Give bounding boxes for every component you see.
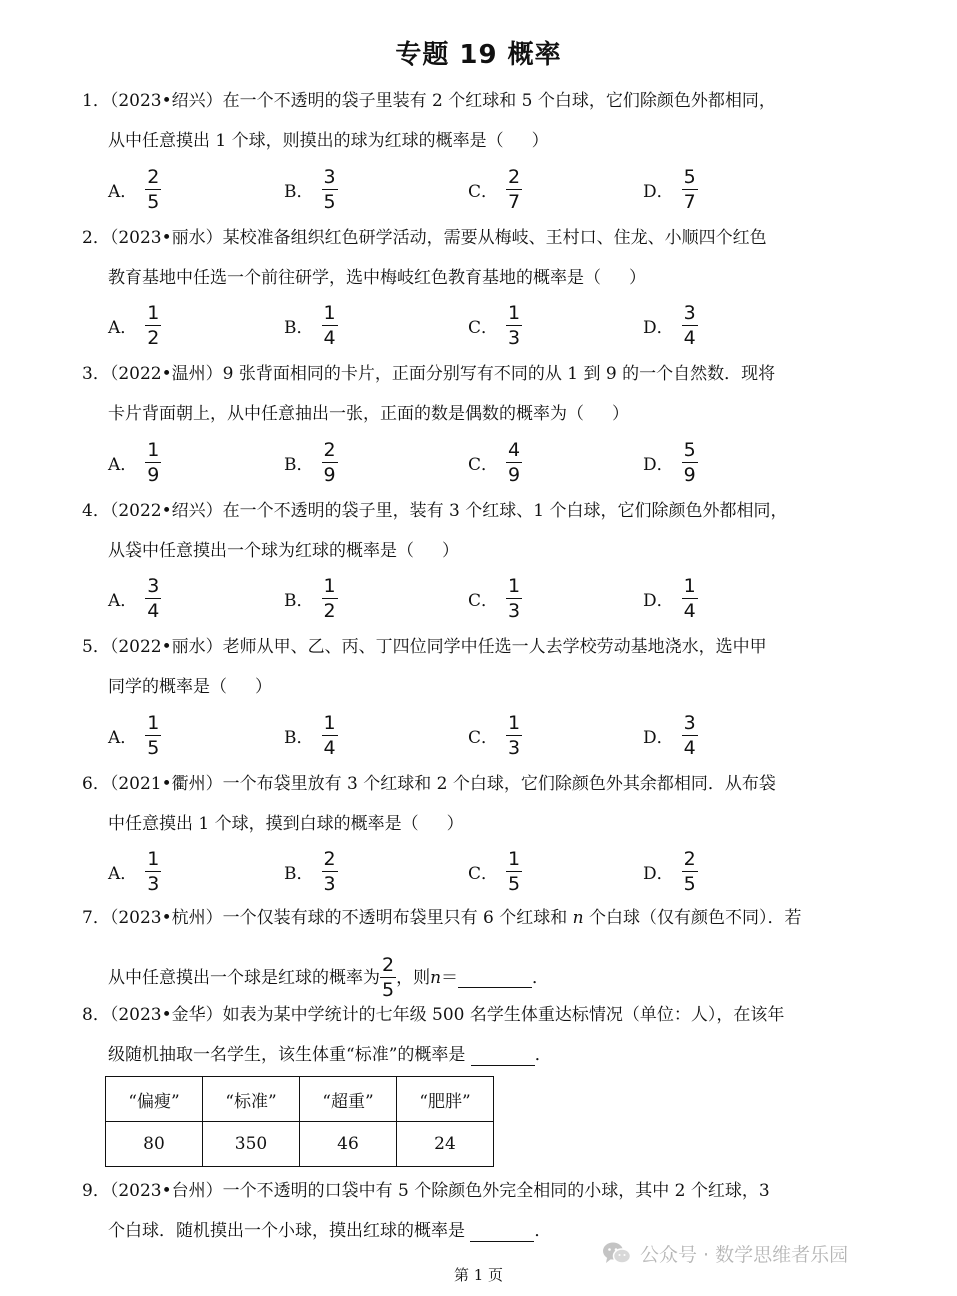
question-3-line-1: 3．（2022•温州）9 张背面相同的卡片，正面分别写有不同的从 1 到 9 的一个自然数．现将 xyxy=(82,364,776,384)
question-number: 2． xyxy=(82,227,110,248)
option-fraction xyxy=(682,167,698,212)
option-fraction xyxy=(506,713,522,758)
fraction-denominator: 4 xyxy=(683,327,696,349)
fraction-numerator: 1 xyxy=(147,848,160,870)
variable-n: n xyxy=(430,967,442,988)
table-header-cell: “偏瘦” xyxy=(106,1077,203,1122)
variable-n: n xyxy=(572,908,584,928)
question-7-line-1: 7．（2023•杭州）一个仅装有球的不透明布袋里只有 6 个红球和 n 个白球（仅有颜色不同）．若 xyxy=(82,908,802,928)
option-d[interactable] xyxy=(643,574,698,624)
fraction-numerator: 1 xyxy=(683,575,696,597)
option-d[interactable] xyxy=(643,164,698,214)
option-fraction xyxy=(145,576,161,621)
option-a[interactable] xyxy=(108,437,161,487)
option-label: A． xyxy=(108,318,138,338)
fraction-denominator: 7 xyxy=(683,190,696,213)
fraction-numerator: 1 xyxy=(147,438,160,461)
question-9-line-2: 个白球．随机摸出一个小球，摸出红球的概率是 ． xyxy=(108,1221,552,1241)
question-number: 8． xyxy=(82,1005,110,1025)
question-number: 3． xyxy=(82,364,110,384)
option-fraction xyxy=(322,167,338,212)
fraction-numerator: 1 xyxy=(147,302,160,324)
option-label: A． xyxy=(108,591,138,611)
fraction-numerator: 1 xyxy=(508,575,521,597)
option-label: D． xyxy=(643,727,674,748)
option-label: D． xyxy=(643,454,674,475)
option-label: A． xyxy=(108,181,138,202)
fraction-numerator: 3 xyxy=(683,711,696,734)
fraction-denominator: 5 xyxy=(508,873,521,895)
question-4-line-2: 从袋中任意摸出一个球为红球的概率是（ ） xyxy=(108,540,459,561)
option-label: B． xyxy=(284,181,314,202)
fraction-denominator: 2 xyxy=(147,327,160,349)
fraction-denominator: 7 xyxy=(508,190,521,213)
question-number: 5． xyxy=(82,637,110,657)
table-cell: 46 xyxy=(300,1122,397,1167)
fraction-numerator: 2 xyxy=(323,848,336,870)
question-8-line-1: 8．（2023•金华）如表为某中学统计的七年级 500 名学生体重达标情况（单位：人），在该年 xyxy=(82,1005,785,1025)
question-6-line-1: 6．（2021•衢州）一个布袋里放有 3 个红球和 2 个白球，它们除颜色外其余都相同．从布袋 xyxy=(82,773,776,794)
fraction-denominator: 4 xyxy=(323,327,336,349)
fraction-two-fifths: $\frac{2}{5}$ xyxy=(382,954,395,1001)
option-label: D． xyxy=(643,591,674,611)
fraction-numerator: 1 xyxy=(508,711,521,734)
fraction-numerator: 1 xyxy=(508,848,521,870)
fraction-denominator: 9 xyxy=(683,463,696,486)
option-c[interactable] xyxy=(468,301,522,351)
fraction-denominator: 4 xyxy=(147,600,160,622)
table-cell: 24 xyxy=(397,1122,494,1167)
option-d[interactable] xyxy=(643,301,698,351)
fraction-numerator: 2 xyxy=(683,848,696,870)
wechat-icon xyxy=(602,1241,632,1267)
question-number: 9． xyxy=(82,1181,110,1201)
option-label: B． xyxy=(284,454,314,475)
option-fraction xyxy=(322,440,338,485)
fraction-numerator: 5 xyxy=(683,438,696,461)
option-label: C． xyxy=(468,591,499,611)
question-6-line-2: 中任意摸出 1 个球，摸到白球的概率是（ ） xyxy=(108,813,464,834)
table-cell: 80 xyxy=(106,1122,203,1167)
fraction-numerator: 1 xyxy=(508,302,521,324)
option-label: C． xyxy=(468,864,499,884)
option-a[interactable] xyxy=(108,847,161,897)
question-7-line-2: 从中任意摸出一个球是红球的概率为 $\frac{2}{5}$ ，则 n ＝ ． xyxy=(108,954,550,1001)
table-header-row xyxy=(106,1077,494,1122)
question-5-line-2: 同学的概率是（ ） xyxy=(108,677,272,697)
option-fraction xyxy=(682,303,698,348)
option-d[interactable] xyxy=(643,847,698,897)
answer-blank[interactable] xyxy=(471,1045,535,1066)
option-fraction xyxy=(506,849,522,894)
option-b[interactable] xyxy=(284,710,338,760)
option-label: D． xyxy=(643,318,674,338)
watermark xyxy=(602,1240,848,1267)
question-number: 7． xyxy=(82,908,110,928)
fraction-denominator: 3 xyxy=(323,873,336,895)
fraction-denominator: 9 xyxy=(147,463,160,486)
fraction-denominator: 2 xyxy=(323,600,336,622)
option-d[interactable] xyxy=(643,710,698,760)
option-fraction xyxy=(322,576,338,621)
option-label: B． xyxy=(284,591,314,611)
answer-blank[interactable] xyxy=(458,967,532,988)
fraction-denominator: 5 xyxy=(323,190,336,213)
question-3-line-2: 卡片背面朝上，从中任意抽出一张，正面的数是偶数的概率为（ ） xyxy=(108,404,629,424)
fraction-denominator: 3 xyxy=(147,873,160,895)
option-fraction xyxy=(322,303,338,348)
option-b[interactable] xyxy=(284,847,338,897)
question-1-line-1: 1．（2023•绍兴）在一个不透明的袋子里装有 2 个红球和 5 个白球，它们除颜色外都相同， xyxy=(82,91,776,111)
option-b[interactable] xyxy=(284,164,338,214)
table-header-cell: “标准” xyxy=(203,1077,300,1122)
table-cell: 350 xyxy=(203,1122,300,1167)
fraction-denominator: 9 xyxy=(508,463,521,486)
option-fraction xyxy=(682,849,698,894)
option-b[interactable] xyxy=(284,437,338,487)
question-2-line-1: 2．（2023•丽水）某校准备组织红色研学活动，需要从梅岐、王村口、住龙、小顺四个红色 xyxy=(82,227,767,248)
table-header-cell: “超重” xyxy=(300,1077,397,1122)
fraction-numerator: 3 xyxy=(683,302,696,324)
fraction-numerator: 1 xyxy=(323,711,336,734)
option-label: B． xyxy=(284,864,314,884)
option-fraction xyxy=(682,713,698,758)
watermark-text: 公众号 · 数学思维者乐园 xyxy=(640,1244,849,1266)
question-number: 4． xyxy=(82,500,110,521)
question-1-line-2: 从中任意摸出 1 个球，则摸出的球为红球的概率是（ ） xyxy=(108,131,549,151)
table-row xyxy=(106,1122,494,1167)
option-c[interactable] xyxy=(468,437,522,487)
option-label: C． xyxy=(468,727,499,748)
option-label: D． xyxy=(643,864,674,884)
option-label: B． xyxy=(284,727,314,748)
option-fraction xyxy=(145,713,161,758)
option-fraction xyxy=(145,303,161,348)
option-c[interactable] xyxy=(468,710,522,760)
option-c[interactable] xyxy=(468,574,522,624)
option-a[interactable] xyxy=(108,301,161,351)
option-label: A． xyxy=(108,864,138,884)
question-9-line-1: 9．（2023•台州）一个不透明的口袋中有 5 个除颜色外完全相同的小球，其中 2 个红球，3 xyxy=(82,1181,770,1201)
fraction-numerator: 2 xyxy=(147,165,160,188)
option-label: A． xyxy=(108,454,138,475)
option-label: C． xyxy=(468,454,499,475)
table-header-cell: “肥胖” xyxy=(397,1077,494,1122)
option-label: A． xyxy=(108,727,138,748)
option-fraction xyxy=(322,713,338,758)
option-fraction xyxy=(145,167,161,212)
option-a[interactable] xyxy=(108,710,161,760)
fraction-denominator: 5 xyxy=(683,873,696,895)
option-fraction xyxy=(682,576,698,621)
answer-blank[interactable] xyxy=(470,1221,534,1242)
option-fraction xyxy=(506,303,522,348)
fraction-numerator: 2 xyxy=(323,438,336,461)
weight-table xyxy=(105,1076,494,1167)
fraction-denominator: 3 xyxy=(508,736,521,759)
fraction-denominator: 3 xyxy=(508,327,521,349)
option-fraction xyxy=(506,440,522,485)
option-a[interactable] xyxy=(108,164,161,214)
fraction-numerator: 2 xyxy=(508,165,521,188)
fraction-denominator: 5 xyxy=(147,190,160,213)
fraction-numerator: 4 xyxy=(508,438,521,461)
fraction-numerator: 1 xyxy=(323,575,336,597)
fraction-denominator: 5 xyxy=(147,736,160,759)
option-fraction xyxy=(145,440,161,485)
fraction-denominator: 4 xyxy=(683,600,696,622)
fraction-numerator: 1 xyxy=(147,711,160,734)
question-number: 6． xyxy=(82,773,110,794)
option-fraction xyxy=(322,849,338,894)
question-5-line-1: 5．（2022•丽水）老师从甲、乙、丙、丁四位同学中任选一人去学校劳动基地浇水，选中甲 xyxy=(82,637,767,657)
fraction-numerator: 3 xyxy=(147,575,160,597)
option-b[interactable] xyxy=(284,301,338,351)
fraction-denominator: 9 xyxy=(323,463,336,486)
fraction-numerator: 1 xyxy=(323,302,336,324)
option-fraction xyxy=(506,167,522,212)
page-title: 专题 19 概率 xyxy=(395,40,562,70)
option-label: C． xyxy=(468,318,499,338)
option-d[interactable] xyxy=(643,437,698,487)
fraction-numerator: 5 xyxy=(683,165,696,188)
option-label: C． xyxy=(468,181,499,202)
fraction-denominator: 3 xyxy=(508,600,521,622)
option-fraction xyxy=(682,440,698,485)
option-c[interactable] xyxy=(468,847,522,897)
question-2-line-2: 教育基地中任选一个前往研学，选中梅岐红色教育基地的概率是（ ） xyxy=(108,267,646,288)
fraction-denominator: 4 xyxy=(323,736,336,759)
option-label: B． xyxy=(284,318,314,338)
option-c[interactable] xyxy=(468,164,522,214)
option-a[interactable] xyxy=(108,574,161,624)
question-8-line-2: 级随机抽取一名学生，该生体重“标准”的概率是 ． xyxy=(108,1045,552,1065)
option-fraction xyxy=(145,849,161,894)
fraction-numerator: 3 xyxy=(323,165,336,188)
page-footer: 第 1 页 xyxy=(453,1266,504,1284)
option-label: D． xyxy=(643,181,674,202)
option-b[interactable] xyxy=(284,574,338,624)
option-fraction xyxy=(506,576,522,621)
fraction-denominator: 4 xyxy=(683,736,696,759)
question-4-line-1: 4．（2022•绍兴）在一个不透明的袋子里，装有 3 个红球、1 个白球，它们除颜色外都相同， xyxy=(82,500,788,521)
question-number: 1． xyxy=(82,91,110,111)
